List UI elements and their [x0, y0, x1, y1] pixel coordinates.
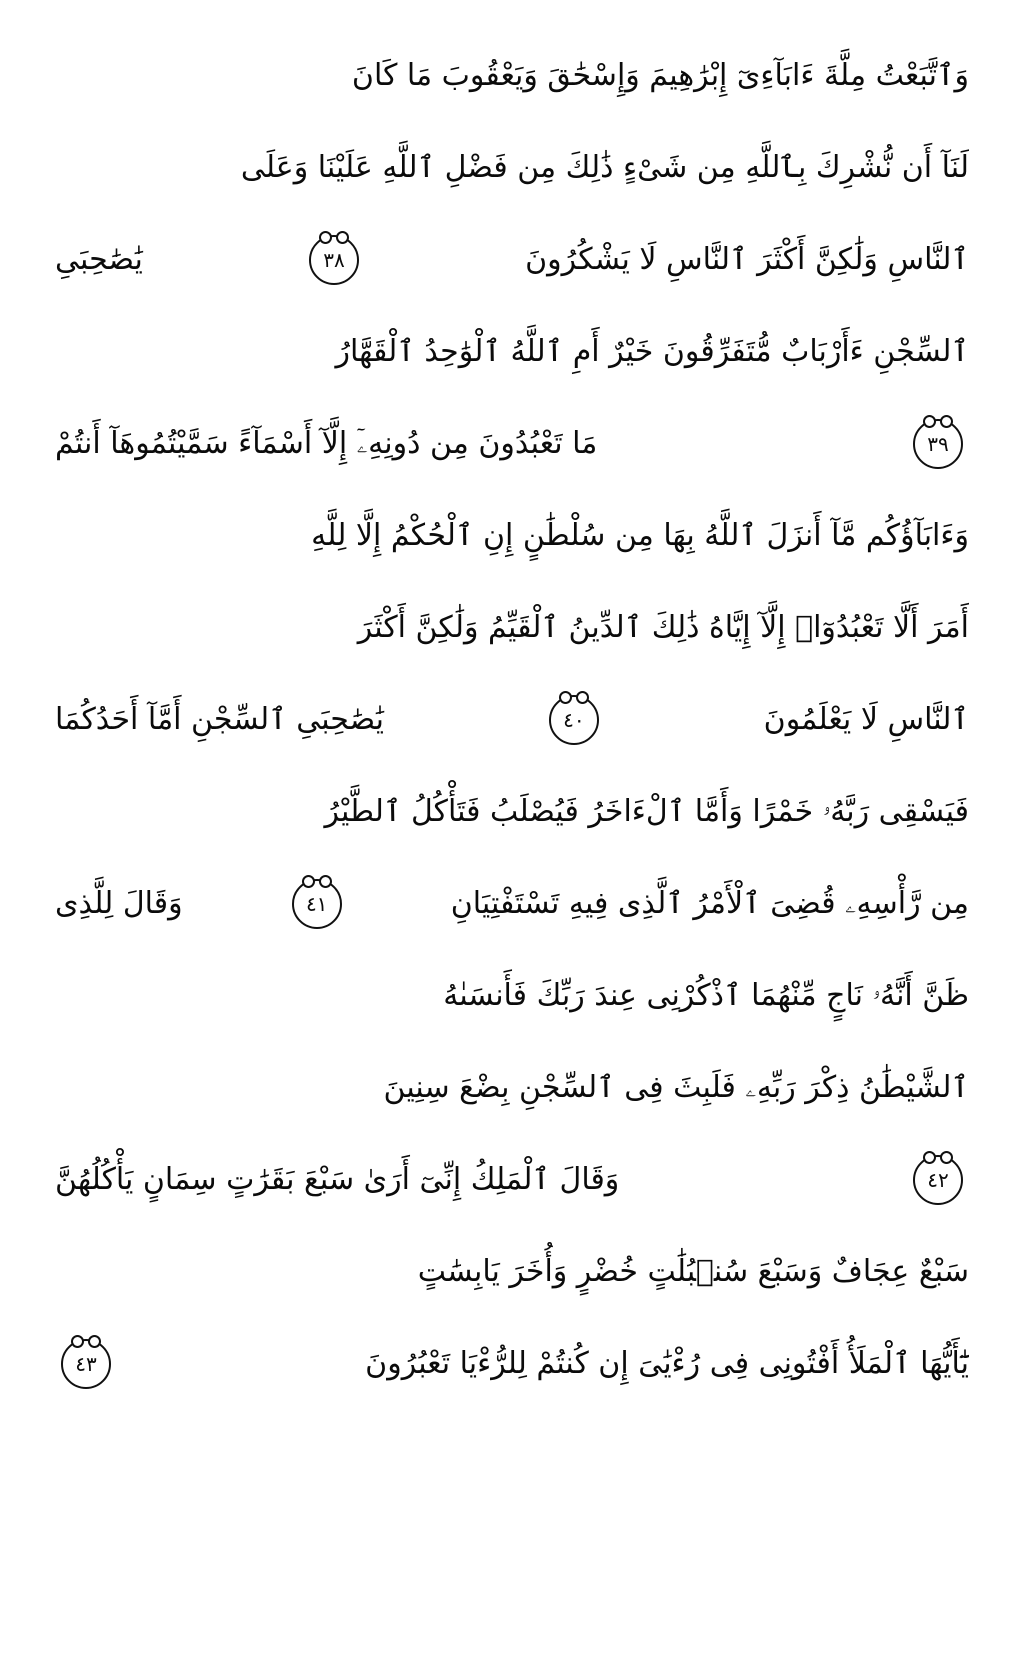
quran-line [55, 306, 969, 398]
page-bottom-spacer [55, 1410, 969, 1636]
line-text-continued: يَٰصَٰحِبَىِ ٱلسِّجْنِ أَمَّآ أَحَدُكُمَا [55, 702, 385, 737]
line-text-continued: وَقَالَ لِلَّذِى [55, 886, 183, 921]
quran-text-block [55, 30, 969, 1410]
quran-line [55, 214, 969, 306]
line-text: وَقَالَ ٱلْمَلِكُ إِنِّىٓ أَرَىٰ سَبْعَ بَقَرَٰتٍ سِمَانٍ يَأْكُلُهُنَّ [55, 1162, 620, 1197]
ayah-number-marker: ٣٨ [309, 235, 359, 285]
line-text: ٱلنَّاسِ لَا يَعْلَمُونَ [763, 702, 969, 737]
ayah-number-marker: ٤٢ [913, 1155, 963, 1205]
line-text: ٱلنَّاسِ وَلَٰكِنَّ أَكْثَرَ ٱلنَّاسِ لَا يَشْكُرُونَ [525, 242, 969, 277]
ayah-number-marker: ٤٣ [61, 1339, 111, 1389]
line-text: ٱلسِّجْنِ ءَأَرْبَابٌ مُّتَفَرِّقُونَ خَيْرٌ أَمِ ٱللَّهُ ٱلْوَٰحِدُ ٱلْقَهَّارُ [335, 334, 969, 369]
line-text: سَبْعٌ عِجَافٌ وَسَبْعَ سُنۢبُلَٰتٍ خُضْرٍ وَأُخَرَ يَابِسَٰتٍ [417, 1254, 969, 1289]
quran-line [55, 674, 969, 766]
ayah-number-marker: ٤١ [292, 879, 342, 929]
ayah-number-marker: ٤٠ [549, 695, 599, 745]
quran-line [55, 1226, 969, 1318]
line-text: أَمَرَ أَلَّا تَعْبُدُوٓا۟ إِلَّآ إِيَّاهُ ذَٰلِكَ ٱلدِّينُ ٱلْقَيِّمُ وَلَٰكِنَّ أَكْثَرَ [357, 610, 969, 645]
quran-line [55, 1042, 969, 1134]
quran-line [55, 398, 969, 490]
quran-line [55, 582, 969, 674]
quran-line [55, 766, 969, 858]
line-text: مِن رَّأْسِهِۦ قُضِىَ ٱلْأَمْرُ ٱلَّذِى فِيهِ تَسْتَفْتِيَانِ [450, 886, 969, 921]
line-text: وَٱتَّبَعْتُ مِلَّةَ ءَابَآءِىٓ إِبْرَٰهِيمَ وَإِسْحَٰقَ وَيَعْقُوبَ مَا كَانَ [351, 58, 969, 93]
line-text: ٱلشَّيْطَٰنُ ذِكْرَ رَبِّهِۦ فَلَبِثَ فِى ٱلسِّجْنِ بِضْعَ سِنِينَ [383, 1070, 969, 1105]
line-text: يَٰٓأَيُّهَا ٱلْمَلَأُ أَفْتُونِى فِى رُءْيَٰىَ إِن كُنتُمْ لِلرُّءْيَا تَعْبُرُونَ [365, 1346, 969, 1381]
line-text: فَيَسْقِى رَبَّهُۥ خَمْرًا وَأَمَّا ٱلْءَاخَرُ فَيُصْلَبُ فَتَأْكُلُ ٱلطَّيْرُ [324, 794, 969, 829]
quran-line [55, 122, 969, 214]
line-text-continued: يَٰصَٰحِبَىِ [55, 242, 143, 277]
line-text: مَا تَعْبُدُونَ مِن دُونِهِۦٓ إِلَّآ أَسْمَآءً سَمَّيْتُمُوهَآ أَنتُمْ [55, 426, 598, 461]
line-text: وَءَابَآؤُكُم مَّآ أَنزَلَ ٱللَّهُ بِهَا مِن سُلْطَٰنٍ إِنِ ٱلْحُكْمُ إِلَّا لِلَّهِ [311, 518, 969, 553]
quran-line [55, 950, 969, 1042]
quran-line [55, 1318, 969, 1410]
line-text: لَنَآ أَن نُّشْرِكَ بِٱللَّهِ مِن شَىْءٍ ذَٰلِكَ مِن فَضْلِ ٱللَّهِ عَلَيْنَا وَعَلَى [240, 150, 969, 185]
line-text: ظَنَّ أَنَّهُۥ نَاجٍ مِّنْهُمَا ٱذْكُرْنِى عِندَ رَبِّكَ فَأَنسَىٰهُ [443, 978, 969, 1013]
quran-line [55, 858, 969, 950]
ayah-number-marker: ٣٩ [913, 419, 963, 469]
quran-line [55, 1134, 969, 1226]
quran-line [55, 490, 969, 582]
quran-line [55, 30, 969, 122]
